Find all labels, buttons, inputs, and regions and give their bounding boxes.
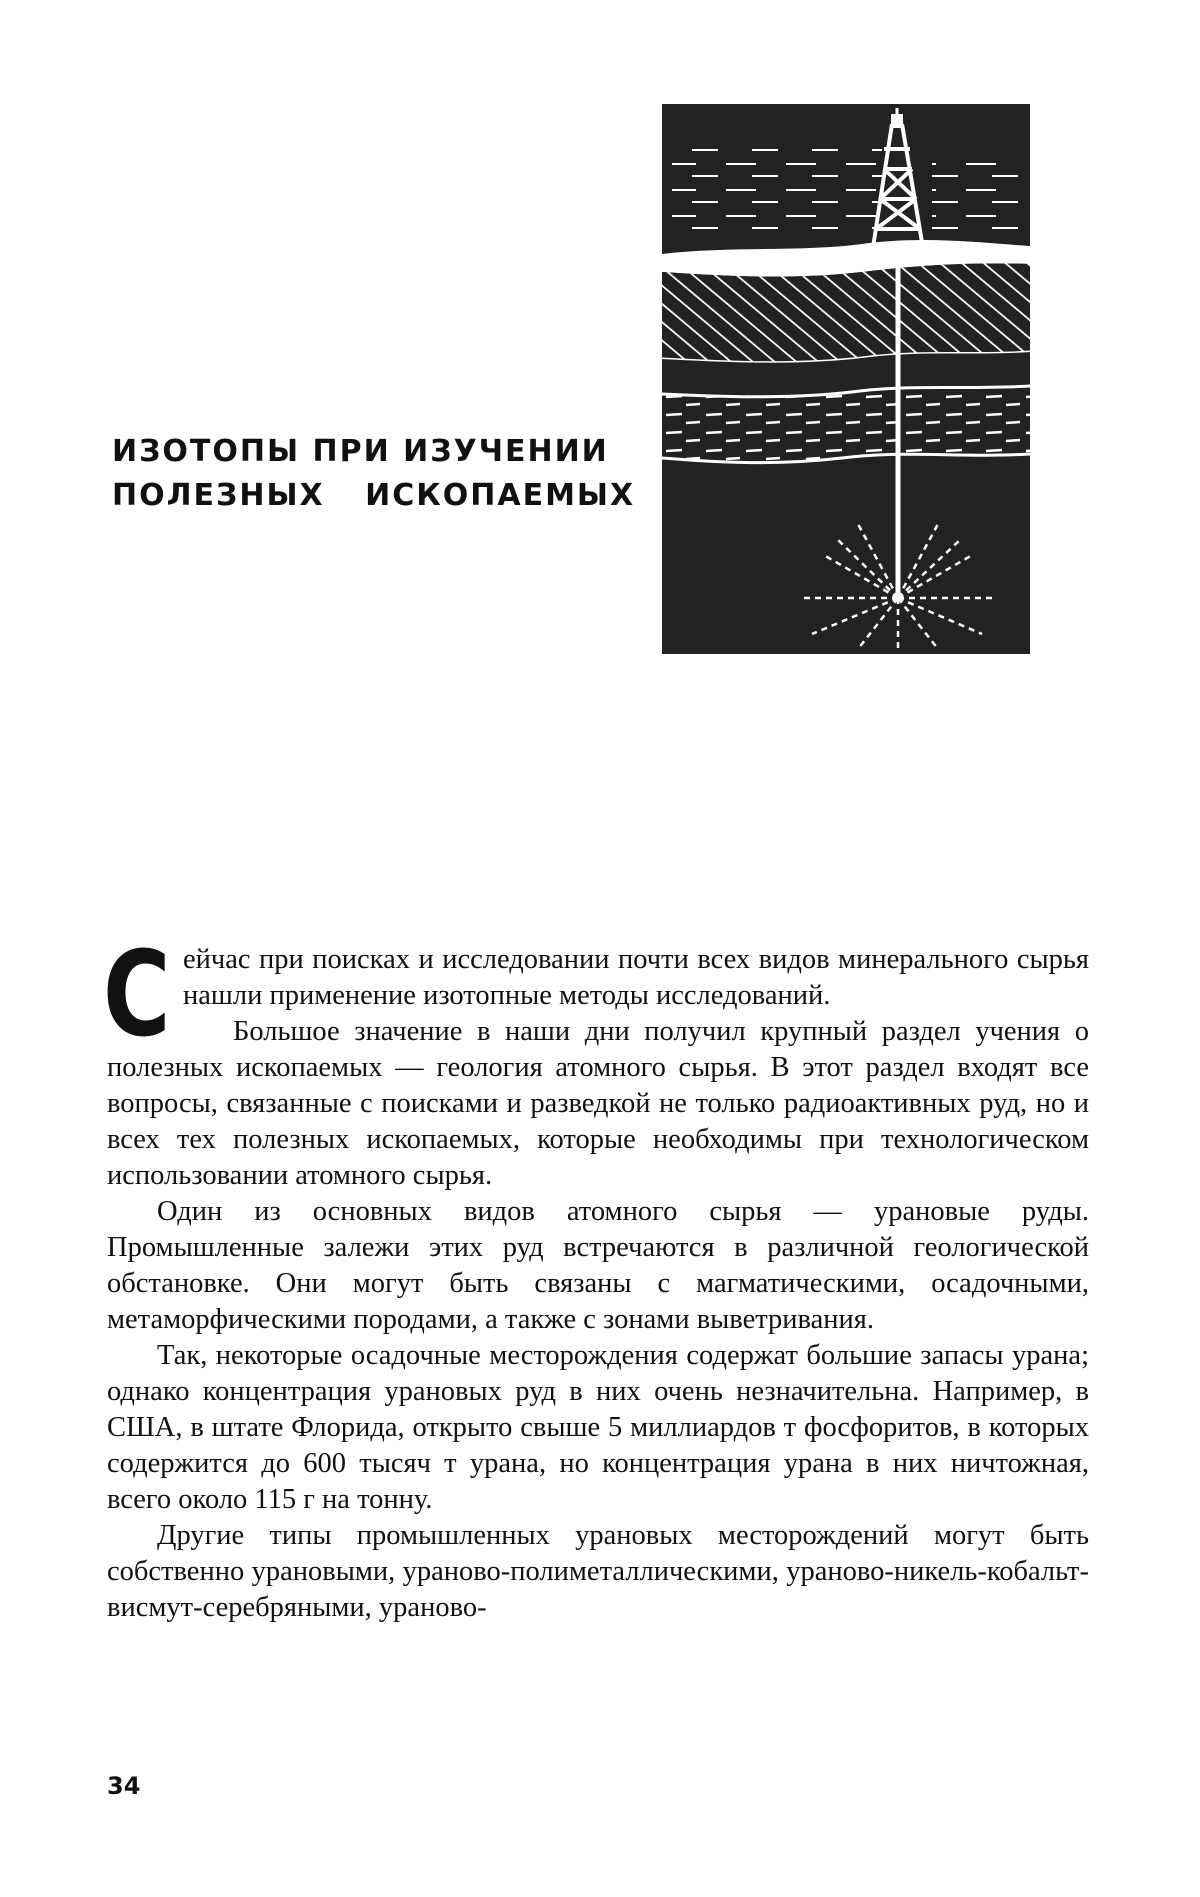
paragraph-2: Большое значение в наши дни получил крупный раздел учения о полезных ископаемых — геология атомного сырья. В этот раздел входят все вопросы, связанные с поисками и разведкой не только радиоактивных руд, но и всех тех полезных ископаемых, которые необходимы при технологическом использовании атомного сырья. bbox=[107, 1016, 1089, 1191]
paragraph-3: Один из основных видов атомного сырья — урановые руды. Промышленные залежи этих руд встречаются в различной геологической обстановке. Они могут быть связаны с магматическими, осадочными, метаморфическими породами, а также с зонами выветривания. bbox=[107, 1196, 1089, 1335]
drop-cap: С bbox=[103, 925, 171, 1063]
oil-derrick-borehole-strata-icon bbox=[662, 104, 1030, 654]
chapter-title-line-1: ИЗОТОПЫ ПРИ ИЗУЧЕНИИ bbox=[112, 434, 609, 469]
body-text bbox=[103, 925, 1089, 1626]
chapter-title-line-2: ПОЛЕЗНЫХ ИСКОПАЕМЫХ bbox=[112, 478, 636, 513]
paragraph-1 bbox=[103, 925, 1089, 1063]
chapter-title bbox=[112, 430, 636, 518]
page-number: 34 bbox=[107, 1772, 141, 1800]
paragraph-1-text: ейчас при поисках и исследовании почти всех видов минерального сырья нашли применение изотопные методы исследований. bbox=[183, 944, 1089, 1011]
paragraph-4: Так, некоторые осадочные месторождения содержат большие запасы урана; однако концентрация урановых руд в них очень незначительна. Например, в США, в штате Флорида, открыто свыше 5 миллиардов т фосфоритов, в которых содержится до 600 тысяч т урана, но концентрация урана в них ничтожная, всего около 115 г на тонну. bbox=[107, 1340, 1089, 1515]
paragraph-5: Другие типы промышленных урановых месторождений могут быть собственно урановыми, ураново-полиметаллическими, ураново-никель-кобальт-висмут-серебряными, ураново- bbox=[107, 1520, 1089, 1623]
